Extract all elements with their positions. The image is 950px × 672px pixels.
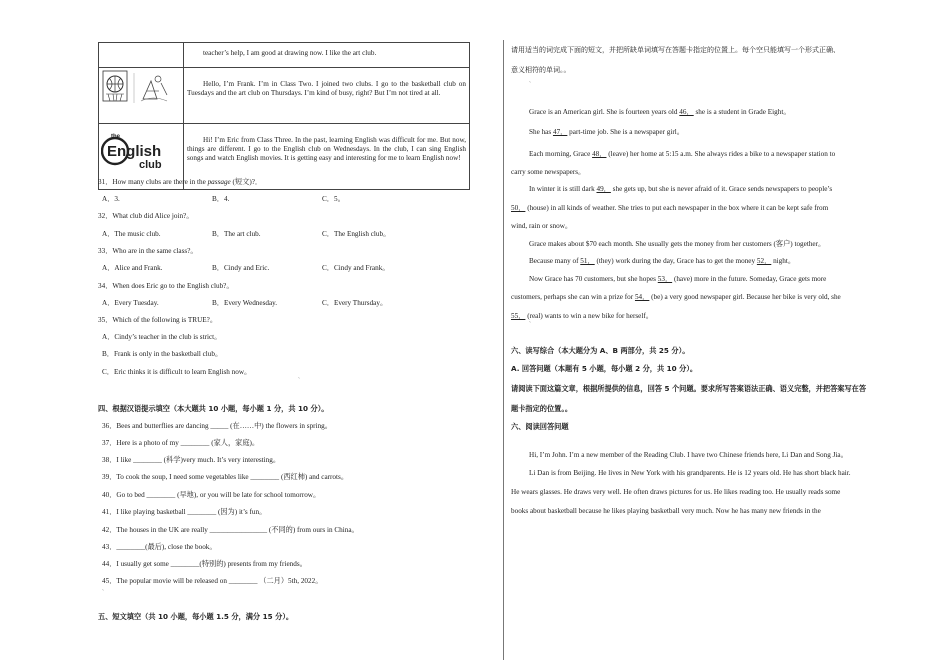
club-text: Hi! I’m Eric from Class Three. In the past, learning English was difficult for me. But now, things are different. I go to the English club on Wednesdays. In the club, I can sing English songs and watch English movies. It is getting easy and interesting for me to learn English now! <box>184 124 470 190</box>
reading-line: Li Dan is from Beijing. He lives in New York with his grandparents. He is 12 years old. He has short black hair. <box>529 469 851 477</box>
fill-item: 43．________(最后), close the book。 <box>102 543 217 551</box>
club-text: Hello, I’m Frank. I’m in Class Two. I joined two clubs. I go to the basketball club on Tuesdays and the art club on Thursdays. I’m kind of busy, right? But I’m not tired at all. <box>184 68 470 124</box>
passage-line: Grace makes about $70 each month. She usually gets the money from her customers (客户) together。 <box>529 240 826 248</box>
option-b[interactable]: B．The art club. <box>212 230 261 238</box>
blank-51[interactable]: 51． <box>580 257 595 265</box>
option-b[interactable]: B．4. <box>212 195 230 203</box>
club-text: teacher’s help, I am good at drawing now. I like the art club. <box>184 43 470 68</box>
instruction-text: 意义相符的单词。。 <box>511 66 571 74</box>
option-a[interactable]: A．3. <box>102 195 120 203</box>
blank-48[interactable]: 48． <box>592 150 607 158</box>
svg-text:club: club <box>139 159 162 171</box>
passage-line: 50． (house) in all kinds of weather. She tries to put each newspaper in the box where it can be kept safe from <box>511 204 829 212</box>
option-a[interactable]: A．The music club. <box>102 230 161 238</box>
passage-line: Because many of 51． (they) work during the day, Grace has to get the money 52． night。 <box>529 257 796 265</box>
question-31: 31．How many clubs are there in the passage (短文)?． <box>98 178 263 186</box>
option-a[interactable]: A．Alice and Frank. <box>102 264 163 272</box>
option-b[interactable]: B．Frank is only in the basketball club。 <box>102 350 223 358</box>
section-4-title: 四、根据汉语提示填空（本大题共 10 小题，每小题 1 分，共 10 分）。 <box>98 404 329 413</box>
fill-item: 39．To cook the soup, I need some vegetables like ________ (西红柿) and carrots。 <box>102 473 349 481</box>
fill-item: 38．I like ________ (科学)very much. It’s very interesting。 <box>102 456 281 464</box>
question-35: 35．Which of the following is TRUE?。 <box>98 316 218 324</box>
svg-text:the: the <box>111 134 120 140</box>
fill-item: 45．The popular movie will be released on ________ （二月）5th, 2022。 <box>102 577 323 585</box>
passage-line: Each morning, Grace 48． (leave) her home at 5:15 a.m. She always rides a bike to a newspaper station to <box>529 150 836 158</box>
question-33: 33．Who are in the same class?。 <box>98 247 198 255</box>
instruction-text: 请阅读下面这篇文章，根据所提供的信息，回答 5 个问题。要求所写答案语法正确、语义完整，并把答案写在答 <box>511 384 867 393</box>
reading-line: He wears glasses. He draws very well. He often draws pictures for us. He likes reading too. He usually reads some <box>511 488 841 496</box>
blank-49[interactable]: 49． <box>596 185 611 193</box>
option-c[interactable]: C．Every Thursday。 <box>322 299 388 307</box>
blank-50[interactable]: 50． <box>511 204 526 212</box>
fill-item: 36．Bees and butterflies are dancing _____ (在……中) the flowers in spring。 <box>102 422 332 430</box>
passage-line: Now Grace has 70 customers, but she hopes 53． (have) more in the future. Someday, Grace gets more <box>529 275 827 283</box>
option-b[interactable]: B．Cindy and Eric. <box>212 264 270 272</box>
clubs-table <box>98 42 470 190</box>
club-row <box>99 68 470 124</box>
question-34: 34．When does Eric go to the English club?。 <box>98 282 234 290</box>
passage-line: customers, perhaps she can win a prize for 54． (be) a very good newspaper girl. Because her bike is very old, she <box>511 293 841 301</box>
instruction-text: 请用适当的词完成下面的短文，并把所缺单词填写在答题卡指定的位置上。每个空只能填写一个形式正确、 <box>511 46 840 54</box>
section-a-title: A. 回答问题（本题有 5 小题，每小题 2 分，共 10 分）。 <box>511 364 698 373</box>
section-5-title: 五、短文填空（共 10 小题，每小题 1.5 分，满分 15 分）。 <box>98 612 294 621</box>
passage-line: In winter it is still dark 49． she gets up, but she is never afraid of it. Grace sends newspapers to people’s <box>529 185 833 193</box>
passage-line: carry some newspapers。 <box>511 168 586 176</box>
fill-item: 37．Here is a photo of my ________ (家人，家庭)。 <box>102 439 260 447</box>
option-a[interactable]: A．Every Tuesday. <box>102 299 159 307</box>
reading-line: Hi, I’m John. I’m a new member of the Reading Club. I have two Chinese friends here, Li Dan and Song Jia。 <box>529 451 848 459</box>
svg-text:English: English <box>107 143 162 160</box>
blank-52[interactable]: 52． <box>756 257 772 265</box>
fill-item: 40．Go to bed ________ (早地), or you will be late for school tomorrow。 <box>102 491 321 499</box>
option-b[interactable]: B．Every Wednesday. <box>212 299 278 307</box>
fill-item: 42．The houses in the UK are really ________________ (不同的) from ours in China。 <box>102 526 359 534</box>
fill-item: 41．I like playing basketball ________ (因为) it’s fun。 <box>102 508 267 516</box>
basketball-and-art-icon <box>101 69 175 107</box>
reading-line: books about basketball because he likes playing basketball very much. Now he has many new friends in the <box>511 507 821 515</box>
passage-line: 55． (real) wants to win a new bike for herself。 <box>511 312 653 320</box>
fill-item: 44．I usually get some ________(特别的) presents from my friends。 <box>102 560 307 568</box>
english-club-logo <box>101 126 175 176</box>
option-a[interactable]: A．Cindy’s teacher in the club is strict。 <box>102 333 222 341</box>
instruction-text: 题卡指定的位置。。 <box>511 404 573 413</box>
question-32: 32．What club did Alice join?。 <box>98 212 194 220</box>
passage-line: wind, rain or snow。 <box>511 222 573 230</box>
option-c[interactable]: C．Eric thinks it is difficult to learn English now。 <box>102 368 252 376</box>
club-row <box>99 43 470 68</box>
option-c[interactable]: C．5。 <box>322 195 345 203</box>
option-c[interactable]: C．The English club。 <box>322 230 391 238</box>
exam-page: teacher’s help, I am good at drawing now. I like the art club. Hello, I’m Frank. I’m in Class Two. I joined two clubs. I go to the basketball club on Tuesdays and the art club on Thursdays. I’m kind of busy, right? But I’m not tired at all. the English club Hi! I’m Eric from Class Three. In the past, learning English was difficult for me. But now, things are different. I go to the English club on Wednesdays. In the club, I can sing English songs and watch English movies. It is getting easy and interesting for me to learn English now! 31．How many clubs are there in the passage (短文)?． A．3. B．4. C．5。 32．What club did Alice join?。 A．The music club. B．The art club. C．The English club。 33．Who are in the same class?。 A．Alice and Frank. B．Cindy and Eric. C．Cindy and Frank。 34．When does Eric go to the English club?。 A．Every Tuesday. B．Every Wednesday. C．Every Thursday。 35．Which of the following is TRUE?。 A．Cindy’s teacher in the club is strict。 B．Frank is only in the basketball club。 C．Eric thinks it is difficult to learn English now。 ˋ 四、根据汉语提示填空（本大题共 10 小题，每小题 1 分，共 10 分）。 36．Bees and butterflies are dancing _____ (在……中) the flowers in spring。 37．Here is a photo of my ________ (家人，家庭)。 38．I like ________ (科学)very much. It’s very interesting。 39．To cook the soup, I need some vegetables like ________ (西红柿) and carrots。 40．Go to bed ________ (早地), or you will be late for school tomorrow。 41．I like playing basketball ________ (因为) it’s fun。 42．The houses in the UK are really ________________ (不同的) from ours in China。 43．________(最后), close the book。 44．I usually get some ________(特别的) presents from my friends。 45．The popular movie will be released on ________ （二月）5th, 2022。 ˋ 五、短文填空（共 10 小题，每小题 1.5 分，满分 15 分）。 请用适当的词完成下面的短文，并把所缺单词填写在答题卡指定的位置上。每个空只能填写一个形式正确、 意义相符的单词。。 ˋ Grace is an American girl. She is fourteen years old 46． she is a student in Grade Eight。 She has 47． part-time job. She is a newspaper girl。 Each morning, Grace 48． (leave) her home at 5:15 a.m. She always rides a bike to a newspaper station to carry some newspapers。 In winter it is still dark 49． she gets up, but she is never afraid of it. Grace sends newspapers to people’s 50． (house) in all kinds of weather. She tries to put each newspaper in the box where it can be kept safe from wind, rain or snow。 Grace makes about $70 each month. She usually gets the money from her customers (客户) together。 Because many of 51． (they) work during the day, Grace has to get the money 52． night。 Now Grace has 70 customers, but she hopes 53． (have) more in the future. Someday, Grace gets more customers, perhaps she can win a prize for 54． (be) a very good newspaper girl. Because her bike is very old, she 55． (real) wants to win a new bike for herself。 ˋ 六、读写综合（本大题分为 A、B 两部分，共 25 分）。 A. 回答问题（本题有 5 小题，每小题 2 分，共 10 分）。 请阅读下面这篇文章，根据所提供的信息，回答 5 个问题。要求所写答案语法正确、语义完整，并把答案写在答 题卡指定的位置。。 六、阅读回答问题 Hi, I’m John. I’m a new member of the Reading Club. I have two Chinese friends here, Li Dan and Song Jia。 Li Dan is from Beijing. He lives in New York with his grandparents. He is 12 years old. He has short black hair. He wears glasses. He draws very well. He often draws pictures for us. He likes reading too. He usually reads some books about basketball because he likes playing basketball very much. Now he has many new friends in the <box>0 0 950 672</box>
section-6b-title: 六、阅读回答问题 <box>511 422 569 431</box>
passage-line: She has 47． part-time job. She is a newspaper girl。 <box>529 128 684 136</box>
blank-46[interactable]: 46． <box>679 108 694 116</box>
section-6-title: 六、读写综合（本大题分为 A、B 两部分，共 25 分）。 <box>511 346 690 355</box>
blank-47[interactable]: 47． <box>552 128 568 136</box>
blank-55[interactable]: 55． <box>511 312 526 320</box>
blank-53[interactable]: 53． <box>657 275 673 283</box>
left-column: teacher’s help, I am good at drawing now. I like the art club. Hello, I’m Frank. I’m in Class Two. I joined two clubs. I go to the basketball club on Tuesdays and the art club on Thursdays. I’m kind of busy, right? But I’m not tired at all. the English club Hi! I’m Eric from Class Three. In the past, learning English was difficult for me. But now, things are different. I go to the English club on Wednesdays. In the club, I can sing English songs and watch English movies. It is getting easy and interesting for me to learn English now! 31．How many clubs are there in the passage (短文)?． A．3. B．4. C．5。 32．What club did Alice join?。 A．The music club. B．The art club. C．The English club。 33．Who are in the same class?。 A．Alice and Frank. B．Cindy and Eric. C．Cindy and Frank。 34．When does Eric go to the English club?。 A．Every Tuesday. B．Every Wednesday. C．Every Thursday。 35．Which of the following is TRUE?。 A．Cindy’s teacher in the club is strict。 B．Frank is only in the basketball club。 C．Eric thinks it is difficult to learn English now。 ˋ 四、根据汉语提示填空（本大题共 10 小题，每小题 1 分，共 10 分）。 36．Bees and butterflies are dancing _____ (在……中) the flowers in spring。 37．Here is a photo of my ________ (家人，家庭)。 38．I like ________ (科学)very much. It’s very interesting。 39．To cook the soup, I need some vegetables like ________ (西红柿) and carrots。 40．Go to bed ________ (早地), or you will be late for school tomorrow。 41．I like playing basketball ________ (因为) it’s fun。 42．The houses in the UK are really ________________ (不同的) from ours in China。 43．________(最后), close the book。 44．I usually get some ________(特别的) presents from my friends。 45．The popular movie will be released on ________ （二月）5th, 2022。 ˋ 五、短文填空（共 10 小题，每小题 1.5 分，满分 15 分）。 <box>98 42 473 190</box>
option-c[interactable]: C．Cindy and Frank。 <box>322 264 390 272</box>
column-divider <box>503 40 504 660</box>
blank-54[interactable]: 54． <box>634 293 650 301</box>
passage-line: Grace is an American girl. She is fourteen years old 46． she is a student in Grade Eight。 <box>529 108 791 116</box>
